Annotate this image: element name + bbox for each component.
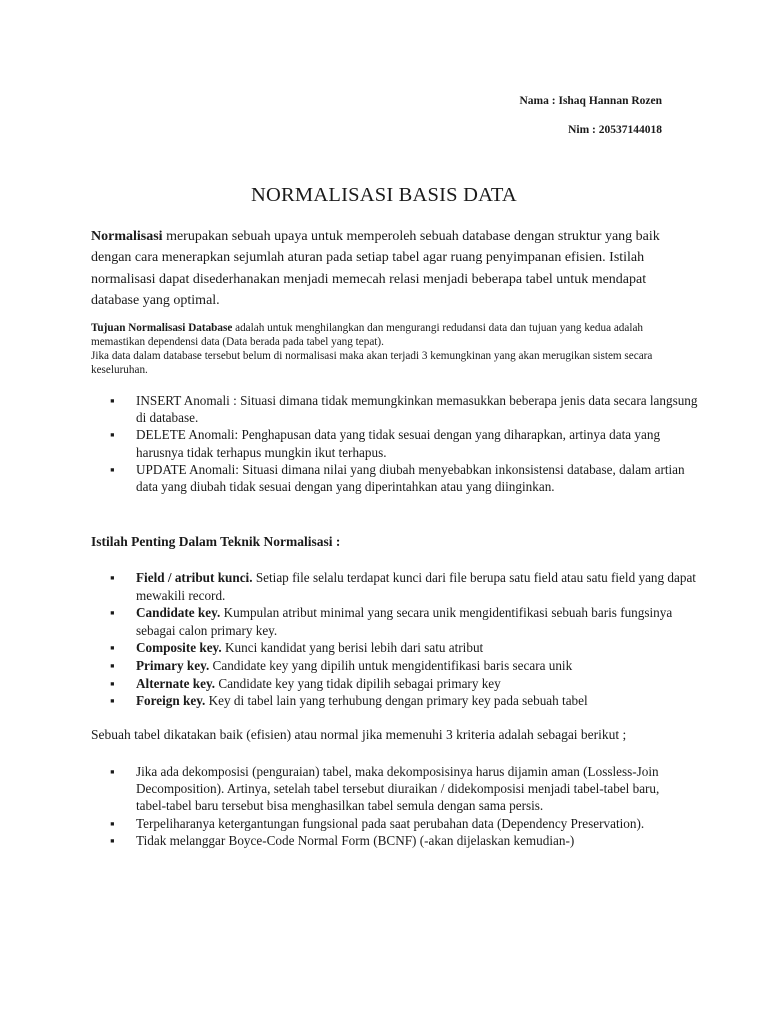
- intro-term: Normalisasi: [91, 229, 163, 244]
- bullet-icon: ▪: [110, 657, 115, 673]
- term-definition: Key di tabel lain yang terhubung dengan primary key pada sebuah tabel: [205, 693, 588, 709]
- tujuan-consequence: Jika data dalam database tersebut belum di normalisasi maka akan terjadi 3 kemungkinan yang akan merugikan sistem secara keseluruhan.: [91, 350, 653, 376]
- list-item: [110, 639, 700, 657]
- criteria-text: Tidak melanggar Boyce-Code Normal Form (BCNF) (-akan dijelaskan kemudian-): [136, 832, 575, 848]
- list-item: [110, 832, 670, 849]
- intro-paragraph: [91, 226, 681, 311]
- criteria-text: Terpeliharanya ketergantungan fungsional pada saat perubahan data (Dependency Preservation).: [136, 815, 645, 831]
- student-name: Nama : Ishaq Hannan Rozen: [519, 95, 662, 107]
- bullet-icon: ▪: [110, 675, 115, 691]
- term-definition: Kunci kandidat yang berisi lebih dari satu atribut: [221, 640, 484, 656]
- bullet-icon: ▪: [110, 605, 115, 621]
- bullet-icon: ▪: [110, 570, 115, 585]
- term-definition: Candidate key yang tidak dipilih sebagai primary key: [215, 675, 501, 691]
- student-nim: Nim : 20537144018: [568, 124, 662, 136]
- list-item: [110, 426, 700, 460]
- anomaly-text: DELETE Anomali: Penghapusan data yang tidak sesuai dengan yang diharapkan, artinya data yang harusnya tidak terhapus mungkin ikut terhapus.: [136, 427, 661, 460]
- list-item: [110, 675, 700, 693]
- list-item: [110, 692, 700, 710]
- list-item: [110, 392, 700, 426]
- list-item: [110, 763, 670, 815]
- term-name: Alternate key.: [136, 675, 216, 691]
- bullet-icon: ▪: [110, 764, 115, 779]
- bullet-icon: ▪: [110, 693, 115, 709]
- list-item: [110, 604, 700, 639]
- term-name: Primary key.: [136, 657, 210, 673]
- list-item: [110, 569, 700, 604]
- bullet-icon: ▪: [110, 427, 115, 443]
- document-title: NORMALISASI BASIS DATA: [251, 184, 517, 206]
- bullet-icon: ▪: [110, 832, 115, 848]
- anomaly-text: INSERT Anomali : Situasi dimana tidak memungkinkan memasukkan beberapa jenis data secara langsung di database.: [136, 393, 698, 426]
- criteria-list: [110, 763, 670, 849]
- term-definition: Kumpulan atribut minimal yang secara unik mengidentifikasi sebuah baris fungsinya sebagai calon primary key.: [136, 605, 673, 638]
- tujuan-term: Tujuan Normalisasi Database: [91, 322, 233, 334]
- bullet-icon: ▪: [110, 640, 115, 656]
- term-definition: Candidate key yang dipilih untuk mengidentifikasi baris secara unik: [209, 657, 573, 673]
- terms-heading: Istilah Penting Dalam Teknik Normalisasi :: [91, 534, 341, 549]
- terms-list: [110, 569, 700, 710]
- criteria-text: Jika ada dekomposisi (penguraian) tabel, maka dekomposisinya harus dijamin aman (Lossless-Join Decomposition). Artinya, setelah tabel tersebut diuraikan / didekomposisi menjadi tabel-tabel baru, tabel-tabel baru tersebut bisa menghasilkan tabel semula dengan sama persis.: [136, 764, 660, 814]
- term-name: Field / atribut kunci.: [136, 570, 253, 585]
- intro-text: merupakan sebuah upaya untuk memperoleh sebuah database dengan struktur yang baik dengan cara menerapkan sejumlah aturan pada setiap tabel agar ruang penyimpanan efisien. Istilah normalisasi dapat disederhanakan menjadi memecah relasi menjadi beberapa tabel untuk mendapat database yang optimal.: [91, 229, 660, 308]
- term-definition: Setiap file selalu terdapat kunci dari file berupa satu field atau satu field yang dapat mewakili record.: [136, 570, 696, 603]
- bullet-icon: ▪: [110, 393, 115, 408]
- anomaly-text: UPDATE Anomali: Situasi dimana nilai yang diubah menyebabkan inkonsistensi database, dalam artian data yang diubah tidak sesuai dengan yang diperintahkan atau yang diinginkan.: [136, 461, 685, 495]
- bullet-icon: ▪: [110, 461, 115, 477]
- list-item: [110, 461, 700, 495]
- bullet-icon: ▪: [110, 815, 115, 831]
- list-item: [110, 657, 700, 675]
- anomaly-list: [110, 392, 700, 495]
- term-name: Composite key.: [136, 640, 222, 656]
- tujuan-text: adalah untuk menghilangkan dan mengurangi redudansi data dan tujuan yang kedua adalah memastikan dependensi data (Data berada pada tabel yang tepat).: [91, 322, 644, 348]
- term-name: Foreign key.: [136, 693, 206, 709]
- criteria-intro: Sebuah tabel dikatakan baik (efisien) atau normal jika memenuhi 3 kriteria adalah sebagai berikut ;: [91, 727, 627, 742]
- list-item: [110, 815, 670, 832]
- term-name: Candidate key.: [136, 605, 221, 621]
- tujuan-paragraph: [91, 321, 691, 377]
